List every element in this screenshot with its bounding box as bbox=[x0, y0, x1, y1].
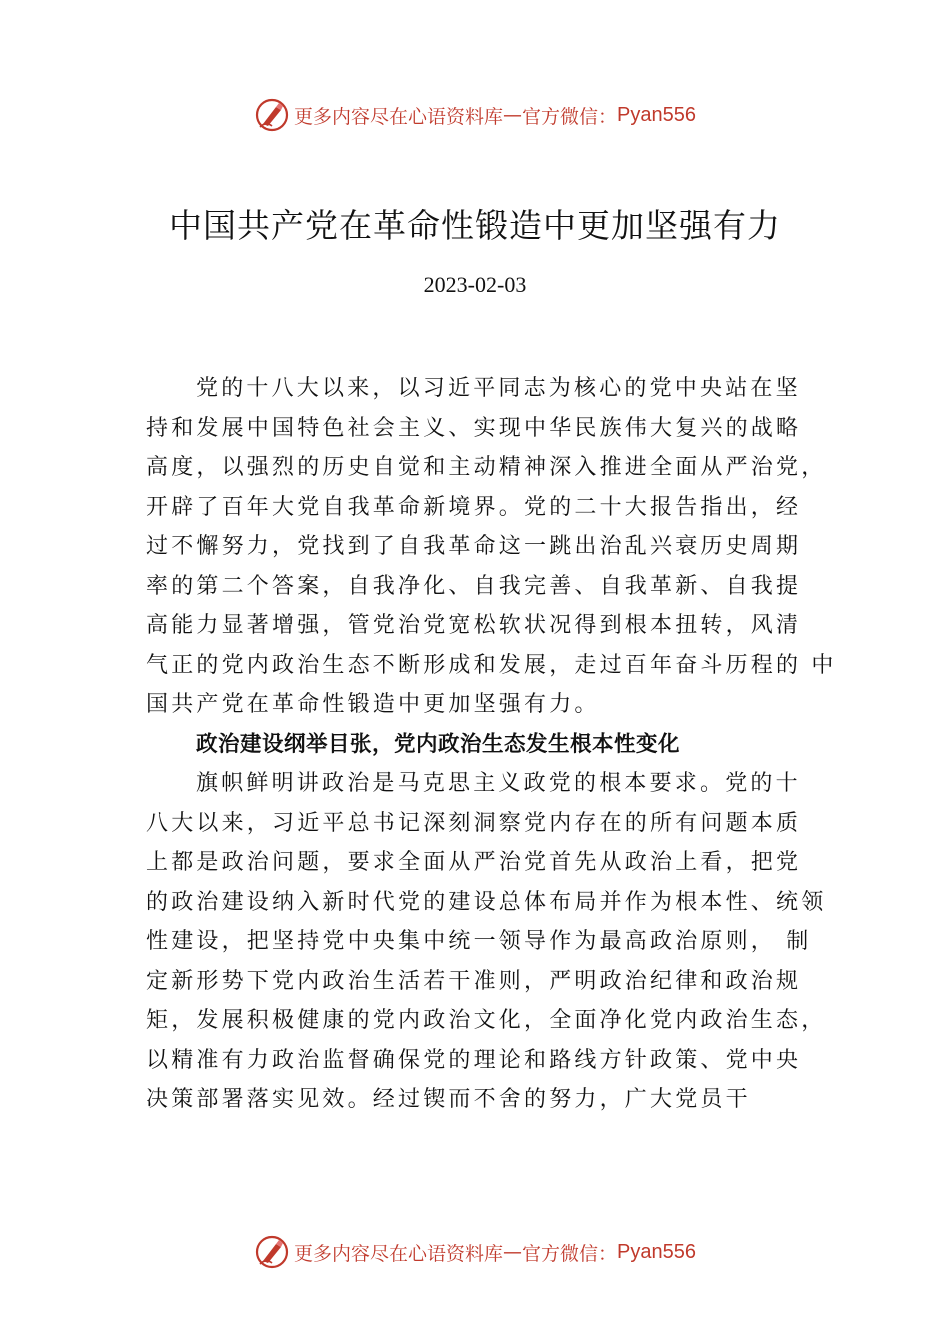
article-body bbox=[146, 369, 836, 1120]
wechat-id: Pyan556 bbox=[617, 103, 696, 126]
banner-separator: — bbox=[503, 104, 523, 126]
paragraph-line: 气正的党内政治生态不断形成和发展，走过百年奋斗历程的 中 bbox=[146, 652, 837, 678]
header-banner bbox=[0, 95, 950, 135]
banner-text: 更多内容尽在心语资料库 bbox=[294, 105, 504, 128]
wechat-id: Pyan556 bbox=[617, 1240, 696, 1263]
paragraph-line: 定新形势下党内政治生活若干准则，严明政治纪律和政治规 bbox=[146, 968, 802, 994]
paragraph-line: 性建设，把坚持党中央集中统一领导作为最高政治原则， 制 bbox=[146, 929, 812, 954]
paragraph-line: 持和发展中国特色社会主义、实现中华民族伟大复兴的战略 bbox=[146, 415, 802, 441]
paragraph-line: 党的十八大以来，以习近平同志为核心的党中央站在坚 bbox=[196, 376, 801, 401]
article-title: 中国共产党在革命性锻造中更加坚强有力 bbox=[169, 206, 781, 245]
banner-separator: — bbox=[503, 1241, 523, 1263]
paragraph-line: 决策部署落实见效。经过锲而不舍的努力，广大党员干 bbox=[146, 1087, 751, 1112]
paragraph-line: 国共产党在革命性锻造中更加坚强有力。 bbox=[146, 692, 600, 717]
paragraph-line: 高能力显著增强，管党治党宽松软状况得到根本扭转，风清 bbox=[146, 613, 802, 638]
fountain-pen-logo-icon bbox=[254, 1234, 290, 1270]
paragraph-line: 过不懈努力，党找到了自我革命这一跳出治乱兴衰历史周期 bbox=[146, 534, 802, 559]
paragraph-line: 的政治建设纳入新时代党的建设总体布局并作为根本性、统领 bbox=[146, 889, 827, 915]
paragraph-line: 率的第二个答案，自我净化、自我完善、自我革新、自我提 bbox=[146, 573, 802, 599]
wechat-label: 官方微信： bbox=[522, 105, 618, 128]
article-date: 2023-02-03 bbox=[423, 272, 527, 297]
paragraph-line: 高度，以强烈的历史自觉和主动精神深入推进全面从严治党， bbox=[146, 455, 827, 480]
paragraph-line: 矩，发展积极健康的党内政治文化，全面净化党内政治生态， bbox=[146, 1008, 827, 1033]
paragraph-line: 旗帜鲜明讲政治是马克思主义政党的根本要求。党的十 bbox=[196, 771, 801, 796]
paragraph-line: 以精准有力政治监督确保党的理论和路线方针政策、党中央 bbox=[146, 1047, 802, 1073]
banner-text: 更多内容尽在心语资料库 bbox=[294, 1242, 504, 1265]
paragraph-line: 八大以来，习近平总书记深刻洞察党内存在的所有问题本质 bbox=[146, 810, 802, 836]
section-heading: 政治建设纲举目张，党内政治生态发生根本性变化 bbox=[196, 731, 681, 757]
fountain-pen-logo-icon bbox=[254, 97, 290, 133]
wechat-label: 官方微信： bbox=[522, 1242, 618, 1265]
paragraph-line: 上都是政治问题，要求全面从严治党首先从政治上看，把党 bbox=[146, 850, 802, 875]
footer-banner bbox=[0, 1232, 950, 1272]
paragraph-line: 开辟了百年大党自我革命新境界。党的二十大报告指出，经 bbox=[146, 494, 802, 520]
